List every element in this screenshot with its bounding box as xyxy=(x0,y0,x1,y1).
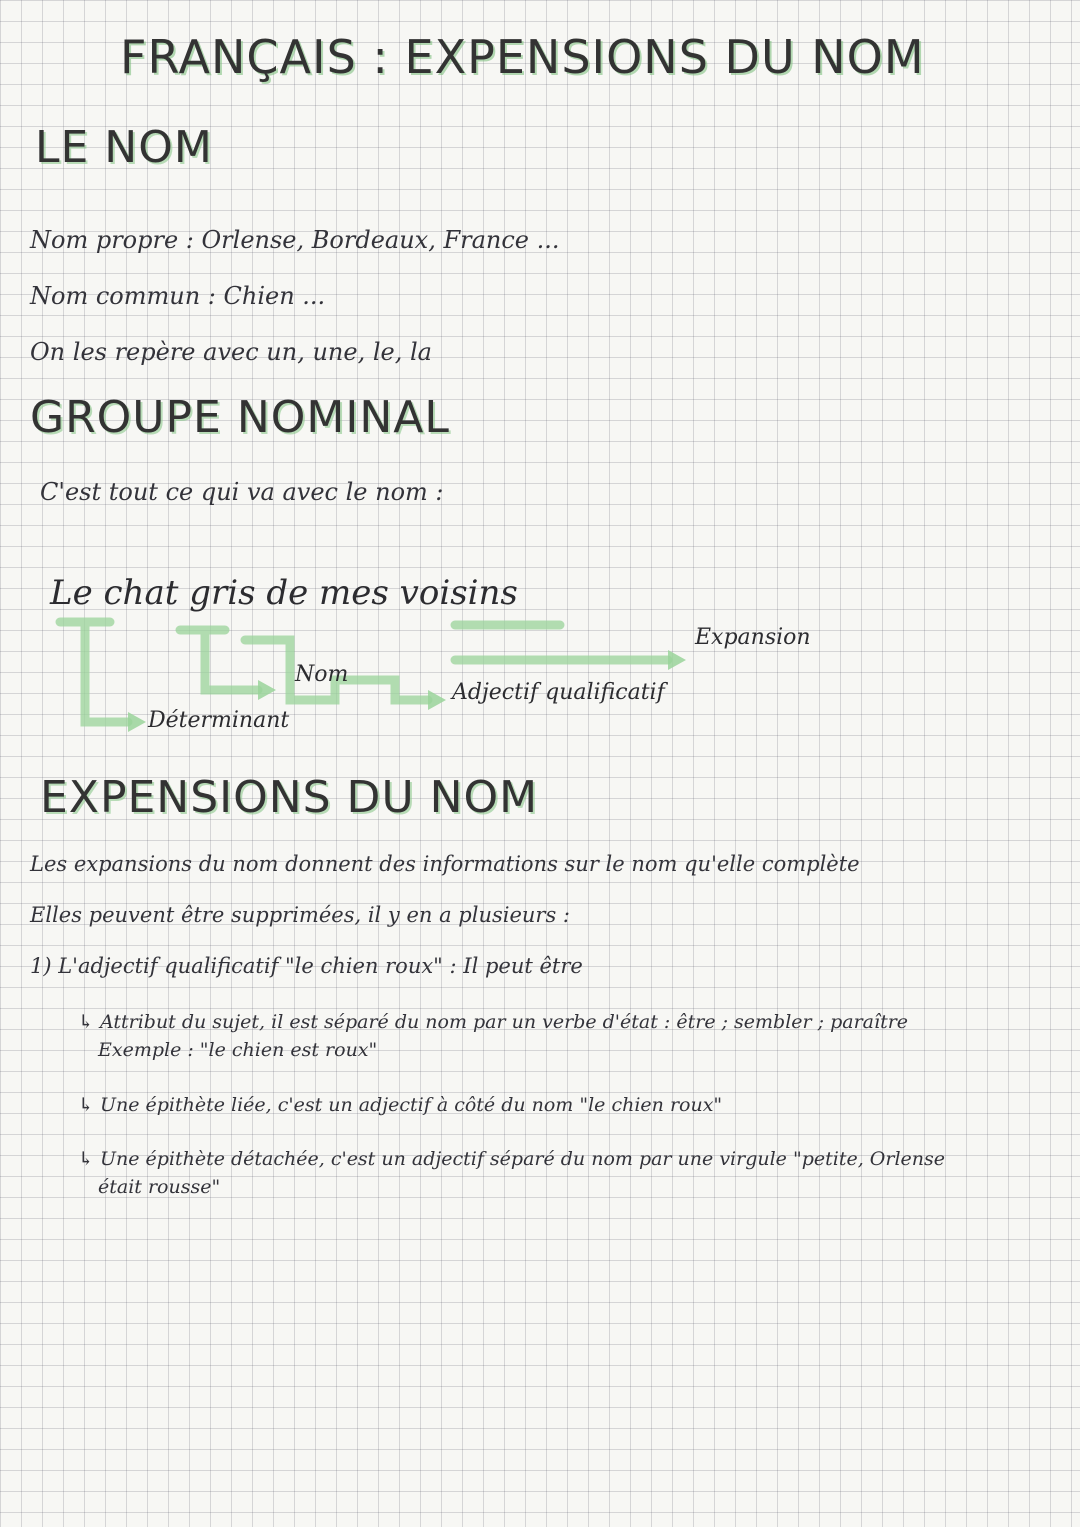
label-nom: Nom xyxy=(295,662,349,687)
text-line: Exemple : "le chien est roux" xyxy=(98,1039,378,1061)
text-line: Les expansions du nom donnent des informations sur le nom qu'elle complète xyxy=(30,852,860,876)
text-line: ↳ Attribut du sujet, il est séparé du nom par un verbe d'état : être ; sembler ; paraître xyxy=(78,1011,909,1033)
text-line: Nom commun : Chien ... xyxy=(30,282,326,310)
heading-groupe-nominal: GROUPE NOMINAL xyxy=(30,392,450,443)
text-line: 1) L'adjectif qualificatif "le chien roux" : Il peut être xyxy=(30,954,583,978)
text-line: ↳ Une épithète liée, c'est un adjectif à côté du nom "le chien roux" xyxy=(78,1094,723,1116)
page-title: FRANÇAIS : EXPENSIONS DU NOM xyxy=(120,30,925,84)
example-phrase: Le chat gris de mes voisins xyxy=(50,573,518,613)
label-expansion: Expansion xyxy=(695,625,811,650)
text-line: C'est tout ce qui va avec le nom : xyxy=(40,478,444,506)
heading-le-nom: LE NOM xyxy=(35,122,213,173)
text-line: Nom propre : Orlense, Bordeaux, France ... xyxy=(30,226,560,254)
label-determinant: Déterminant xyxy=(148,708,290,733)
text-line: On les repère avec un, une, le, la xyxy=(30,338,432,366)
text-line: Elles peuvent être supprimées, il y en a plusieurs : xyxy=(30,903,570,927)
text-line: était rousse" xyxy=(98,1176,221,1198)
label-adjectif: Adjectif qualificatif xyxy=(452,680,665,705)
text-line: ↳ Une épithète détachée, c'est un adjectif séparé du nom par une virgule "petite, Orlense xyxy=(78,1148,945,1170)
heading-expensions: EXPENSIONS DU NOM xyxy=(40,772,539,823)
